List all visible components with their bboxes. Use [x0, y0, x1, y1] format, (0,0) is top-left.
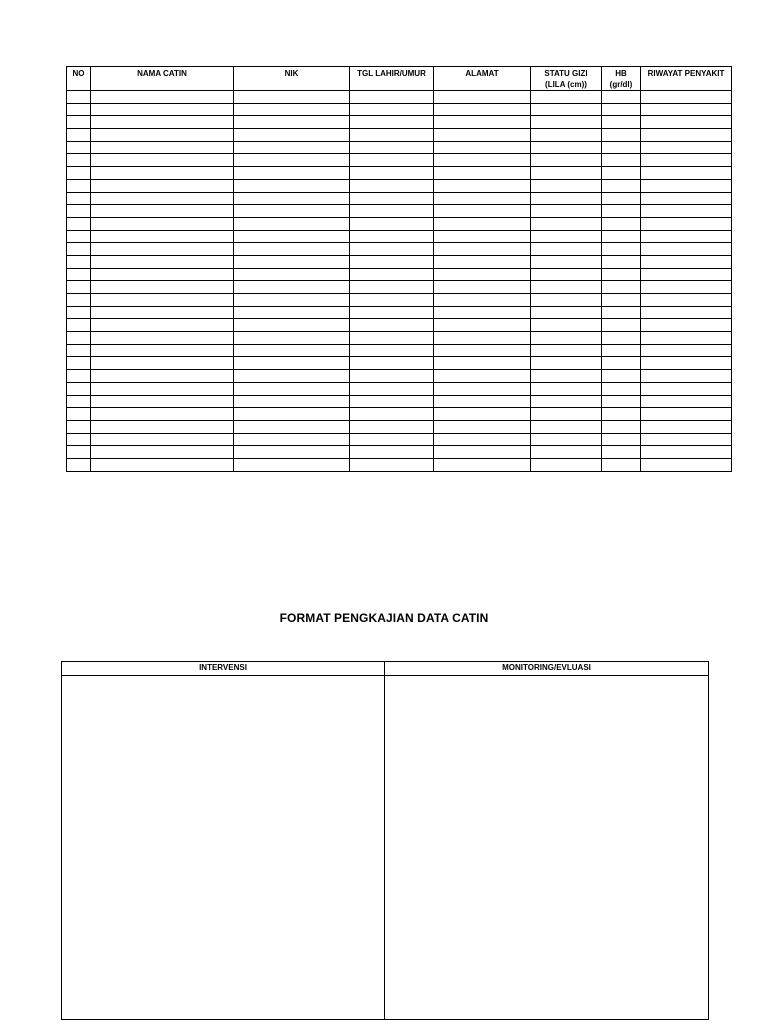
- table-cell[interactable]: [91, 179, 234, 192]
- intervention-monitoring-table: [61, 661, 709, 1020]
- table-cell[interactable]: [350, 243, 434, 256]
- table-cell[interactable]: [602, 382, 641, 395]
- table-cell[interactable]: [641, 205, 732, 218]
- header-status-gizi-sublabel: (LILA (cm)): [545, 80, 587, 89]
- table-row: [67, 116, 732, 129]
- table-cell[interactable]: [91, 420, 234, 433]
- table-cell[interactable]: [602, 281, 641, 294]
- header-alamat: [434, 67, 531, 91]
- table-cell[interactable]: [434, 294, 531, 307]
- table-cell[interactable]: [234, 370, 350, 383]
- monitoring-evaluasi-cell[interactable]: [385, 676, 709, 1020]
- header-tgl-lahir-umur-label: TGL LAHIR/UMUR: [357, 69, 426, 78]
- table-row: [67, 306, 732, 319]
- table-row: [67, 255, 732, 268]
- table-cell[interactable]: [91, 294, 234, 307]
- table-cell[interactable]: [350, 319, 434, 332]
- table-cell[interactable]: [641, 243, 732, 256]
- table-cell[interactable]: [350, 357, 434, 370]
- table-cell[interactable]: [434, 458, 531, 471]
- table-cell[interactable]: [234, 230, 350, 243]
- table-cell[interactable]: [91, 129, 234, 142]
- table-cell[interactable]: [602, 268, 641, 281]
- table-cell[interactable]: [641, 255, 732, 268]
- header-nama-catin-label: NAMA CATIN: [137, 69, 187, 78]
- table-cell[interactable]: [641, 332, 732, 345]
- table-cell[interactable]: [641, 230, 732, 243]
- header-no-label: NO: [72, 69, 85, 78]
- table-cell[interactable]: [234, 141, 350, 154]
- table-cell[interactable]: [91, 382, 234, 395]
- table-cell[interactable]: [350, 205, 434, 218]
- table-cell[interactable]: [641, 408, 732, 421]
- table-cell[interactable]: [234, 103, 350, 116]
- table-cell[interactable]: [531, 243, 602, 256]
- table-cell[interactable]: [434, 116, 531, 129]
- table-cell[interactable]: [602, 408, 641, 421]
- table-cell[interactable]: [67, 255, 91, 268]
- table-cell[interactable]: [91, 192, 234, 205]
- table-row: [67, 408, 732, 421]
- table-cell[interactable]: [350, 179, 434, 192]
- table-cell[interactable]: [234, 382, 350, 395]
- table-cell[interactable]: [434, 230, 531, 243]
- table-cell[interactable]: [67, 294, 91, 307]
- table-cell[interactable]: [531, 319, 602, 332]
- table-cell[interactable]: [234, 433, 350, 446]
- table-cell[interactable]: [602, 395, 641, 408]
- table-row: [67, 91, 732, 104]
- table-cell[interactable]: [91, 446, 234, 459]
- table-cell[interactable]: [641, 395, 732, 408]
- table-cell[interactable]: [641, 370, 732, 383]
- table-cell[interactable]: [350, 91, 434, 104]
- table-cell[interactable]: [602, 167, 641, 180]
- table-cell[interactable]: [67, 357, 91, 370]
- table-cell[interactable]: [641, 141, 732, 154]
- table-cell[interactable]: [531, 255, 602, 268]
- table-cell[interactable]: [602, 91, 641, 104]
- table-cell[interactable]: [91, 230, 234, 243]
- table-cell[interactable]: [434, 382, 531, 395]
- table-cell[interactable]: [350, 433, 434, 446]
- table-cell[interactable]: [67, 306, 91, 319]
- table-cell[interactable]: [602, 446, 641, 459]
- table-cell[interactable]: [350, 332, 434, 345]
- table-cell[interactable]: [531, 382, 602, 395]
- header-nik: [234, 67, 350, 91]
- table-cell[interactable]: [67, 154, 91, 167]
- table-cell[interactable]: [350, 395, 434, 408]
- table-cell[interactable]: [91, 458, 234, 471]
- table-cell[interactable]: [641, 433, 732, 446]
- table-cell[interactable]: [91, 154, 234, 167]
- table-cell[interactable]: [434, 141, 531, 154]
- table-cell[interactable]: [531, 154, 602, 167]
- table-cell[interactable]: [91, 395, 234, 408]
- table-cell[interactable]: [234, 357, 350, 370]
- table-cell[interactable]: [602, 217, 641, 230]
- table-cell[interactable]: [67, 91, 91, 104]
- table-cell[interactable]: [602, 319, 641, 332]
- table-row: [67, 382, 732, 395]
- table-cell[interactable]: [434, 129, 531, 142]
- table-cell[interactable]: [531, 408, 602, 421]
- table-cell[interactable]: [531, 357, 602, 370]
- table-cell[interactable]: [234, 192, 350, 205]
- table-row: [67, 433, 732, 446]
- table-cell[interactable]: [531, 281, 602, 294]
- table-cell[interactable]: [641, 446, 732, 459]
- table-cell[interactable]: [67, 395, 91, 408]
- table-cell[interactable]: [531, 395, 602, 408]
- table-cell[interactable]: [602, 370, 641, 383]
- table-cell[interactable]: [531, 370, 602, 383]
- table-cell[interactable]: [434, 446, 531, 459]
- intervensi-cell[interactable]: [62, 676, 385, 1020]
- table-cell[interactable]: [531, 420, 602, 433]
- table-cell[interactable]: [434, 332, 531, 345]
- table-cell[interactable]: [234, 306, 350, 319]
- table-cell[interactable]: [234, 154, 350, 167]
- table-cell[interactable]: [434, 420, 531, 433]
- table-row: [67, 141, 732, 154]
- table-cell[interactable]: [234, 332, 350, 345]
- table-cell[interactable]: [91, 103, 234, 116]
- table-cell[interactable]: [602, 179, 641, 192]
- table-cell[interactable]: [350, 255, 434, 268]
- table-row: [67, 446, 732, 459]
- table-cell[interactable]: [91, 205, 234, 218]
- table-cell[interactable]: [641, 154, 732, 167]
- table-cell[interactable]: [602, 255, 641, 268]
- table-cell[interactable]: [350, 167, 434, 180]
- table-cell[interactable]: [434, 344, 531, 357]
- table-cell[interactable]: [67, 179, 91, 192]
- table-row: [67, 129, 732, 142]
- table-cell[interactable]: [531, 103, 602, 116]
- table-cell[interactable]: [350, 129, 434, 142]
- table-cell[interactable]: [91, 116, 234, 129]
- table-cell[interactable]: [602, 116, 641, 129]
- table-cell[interactable]: [350, 116, 434, 129]
- header-hb-label: HB: [615, 69, 627, 78]
- table-cell[interactable]: [67, 205, 91, 218]
- table-cell[interactable]: [602, 154, 641, 167]
- table-cell[interactable]: [602, 141, 641, 154]
- table-cell[interactable]: [641, 281, 732, 294]
- table-cell[interactable]: [641, 268, 732, 281]
- table-cell[interactable]: [434, 205, 531, 218]
- table-cell[interactable]: [602, 420, 641, 433]
- table-cell[interactable]: [234, 319, 350, 332]
- table-cell[interactable]: [350, 154, 434, 167]
- table-cell[interactable]: [531, 294, 602, 307]
- table-cell[interactable]: [602, 344, 641, 357]
- page-title: FORMAT PENGKAJIAN DATA CATIN: [279, 611, 489, 625]
- table-cell[interactable]: [531, 268, 602, 281]
- intervention-header-row: [62, 662, 709, 676]
- table-cell[interactable]: [67, 192, 91, 205]
- table-cell[interactable]: [434, 243, 531, 256]
- table-row: [67, 294, 732, 307]
- table-cell[interactable]: [234, 116, 350, 129]
- table-cell[interactable]: [67, 230, 91, 243]
- table-cell[interactable]: [234, 294, 350, 307]
- table-cell[interactable]: [531, 179, 602, 192]
- table-cell[interactable]: [641, 103, 732, 116]
- table-cell[interactable]: [602, 192, 641, 205]
- table-cell[interactable]: [234, 167, 350, 180]
- table-cell[interactable]: [67, 458, 91, 471]
- table-cell[interactable]: [350, 230, 434, 243]
- table-cell[interactable]: [67, 319, 91, 332]
- table-cell[interactable]: [350, 268, 434, 281]
- table-cell[interactable]: [234, 344, 350, 357]
- table-cell[interactable]: [434, 255, 531, 268]
- table-cell[interactable]: [67, 281, 91, 294]
- table-cell[interactable]: [434, 408, 531, 421]
- table-cell[interactable]: [531, 458, 602, 471]
- table-cell[interactable]: [531, 332, 602, 345]
- table-cell[interactable]: [531, 344, 602, 357]
- table-cell[interactable]: [641, 319, 732, 332]
- table-cell[interactable]: [91, 332, 234, 345]
- header-status-gizi: [531, 67, 602, 91]
- table-cell[interactable]: [350, 344, 434, 357]
- table-cell[interactable]: [434, 91, 531, 104]
- header-riwayat-penyakit: [641, 67, 732, 91]
- table-cell[interactable]: [531, 192, 602, 205]
- table-cell[interactable]: [91, 243, 234, 256]
- table-cell[interactable]: [434, 154, 531, 167]
- table-cell[interactable]: [67, 446, 91, 459]
- table-cell[interactable]: [67, 420, 91, 433]
- table-cell[interactable]: [350, 141, 434, 154]
- table-cell[interactable]: [234, 255, 350, 268]
- table-cell[interactable]: [91, 141, 234, 154]
- table-cell[interactable]: [67, 344, 91, 357]
- table-cell[interactable]: [350, 217, 434, 230]
- table-cell[interactable]: [531, 167, 602, 180]
- table-cell[interactable]: [234, 281, 350, 294]
- table-cell[interactable]: [641, 192, 732, 205]
- table-cell[interactable]: [641, 458, 732, 471]
- table-row: [67, 370, 732, 383]
- table-cell[interactable]: [641, 420, 732, 433]
- table-cell[interactable]: [641, 167, 732, 180]
- table-header-row: [67, 67, 732, 91]
- table-cell[interactable]: [234, 91, 350, 104]
- table-cell[interactable]: [67, 129, 91, 142]
- table-cell[interactable]: [350, 446, 434, 459]
- table-cell[interactable]: [602, 433, 641, 446]
- table-cell[interactable]: [434, 319, 531, 332]
- table-cell[interactable]: [641, 382, 732, 395]
- table-row: [67, 458, 732, 471]
- table-cell[interactable]: [67, 243, 91, 256]
- table-body: [67, 91, 732, 472]
- table-cell[interactable]: [434, 395, 531, 408]
- table-cell[interactable]: [234, 395, 350, 408]
- table-cell[interactable]: [91, 370, 234, 383]
- table-row: [67, 230, 732, 243]
- table-cell[interactable]: [67, 433, 91, 446]
- table-cell[interactable]: [531, 205, 602, 218]
- table-cell[interactable]: [641, 344, 732, 357]
- table-cell[interactable]: [234, 179, 350, 192]
- table-cell[interactable]: [91, 217, 234, 230]
- table-cell[interactable]: [434, 433, 531, 446]
- table-cell[interactable]: [91, 344, 234, 357]
- table-row: [67, 344, 732, 357]
- table-cell[interactable]: [434, 268, 531, 281]
- table-row: [67, 268, 732, 281]
- table-cell[interactable]: [434, 192, 531, 205]
- table-row: [67, 217, 732, 230]
- table-row: [67, 192, 732, 205]
- table-cell[interactable]: [234, 205, 350, 218]
- table-cell[interactable]: [602, 205, 641, 218]
- header-hb-sublabel: (gr/dl): [609, 80, 633, 89]
- table-cell[interactable]: [234, 217, 350, 230]
- table-cell[interactable]: [67, 116, 91, 129]
- table-cell[interactable]: [434, 167, 531, 180]
- table-cell[interactable]: [641, 179, 732, 192]
- table-cell[interactable]: [434, 306, 531, 319]
- table-cell[interactable]: [531, 230, 602, 243]
- table-cell[interactable]: [67, 103, 91, 116]
- table-cell[interactable]: [434, 357, 531, 370]
- table-row: [67, 205, 732, 218]
- table-row: [67, 332, 732, 345]
- table-cell[interactable]: [350, 408, 434, 421]
- header-nama-catin: [91, 67, 234, 91]
- table-cell[interactable]: [350, 370, 434, 383]
- table-cell[interactable]: [531, 91, 602, 104]
- table-cell[interactable]: [350, 458, 434, 471]
- header-status-gizi-label: STATU GIZI: [544, 69, 588, 78]
- table-row: [67, 395, 732, 408]
- table-cell[interactable]: [641, 116, 732, 129]
- table-cell[interactable]: [91, 281, 234, 294]
- table-cell[interactable]: [234, 420, 350, 433]
- table-cell[interactable]: [602, 103, 641, 116]
- table-cell[interactable]: [531, 141, 602, 154]
- table-cell[interactable]: [91, 91, 234, 104]
- table-row: [67, 357, 732, 370]
- table-cell[interactable]: [91, 306, 234, 319]
- table-cell[interactable]: [67, 167, 91, 180]
- table-row: [67, 154, 732, 167]
- table-cell[interactable]: [67, 382, 91, 395]
- table-cell[interactable]: [350, 382, 434, 395]
- table-cell[interactable]: [91, 319, 234, 332]
- table-cell[interactable]: [91, 408, 234, 421]
- table-cell[interactable]: [350, 192, 434, 205]
- table-cell[interactable]: [531, 306, 602, 319]
- table-cell[interactable]: [531, 116, 602, 129]
- catin-data-table: [66, 66, 732, 472]
- table-row: [67, 420, 732, 433]
- table-cell[interactable]: [234, 243, 350, 256]
- table-row: [67, 281, 732, 294]
- table-cell[interactable]: [602, 357, 641, 370]
- table-cell[interactable]: [67, 268, 91, 281]
- table-cell[interactable]: [602, 243, 641, 256]
- table-cell[interactable]: [602, 458, 641, 471]
- table-cell[interactable]: [234, 129, 350, 142]
- table-cell[interactable]: [531, 433, 602, 446]
- table-cell[interactable]: [234, 458, 350, 471]
- table-row: [67, 243, 732, 256]
- intervention-body-row: [62, 676, 709, 1020]
- table-cell[interactable]: [67, 141, 91, 154]
- table-cell[interactable]: [602, 129, 641, 142]
- table-cell[interactable]: [91, 167, 234, 180]
- table-cell[interactable]: [350, 420, 434, 433]
- table-cell[interactable]: [350, 294, 434, 307]
- table-cell[interactable]: [641, 306, 732, 319]
- table-cell[interactable]: [434, 103, 531, 116]
- table-cell[interactable]: [531, 217, 602, 230]
- table-cell[interactable]: [531, 446, 602, 459]
- table-cell[interactable]: [350, 306, 434, 319]
- table-cell[interactable]: [602, 306, 641, 319]
- table-cell[interactable]: [434, 179, 531, 192]
- header-alamat-label: ALAMAT: [465, 69, 499, 78]
- table-row: [67, 179, 732, 192]
- table-cell[interactable]: [602, 294, 641, 307]
- table-cell[interactable]: [234, 268, 350, 281]
- table-cell[interactable]: [641, 294, 732, 307]
- table-cell[interactable]: [91, 268, 234, 281]
- table-cell[interactable]: [641, 129, 732, 142]
- table-cell[interactable]: [234, 408, 350, 421]
- table-cell[interactable]: [641, 357, 732, 370]
- header-monitoring-evaluasi: MONITORING/EVLUASI: [385, 662, 709, 676]
- table-cell[interactable]: [91, 255, 234, 268]
- header-intervensi: INTERVENSI: [62, 662, 385, 676]
- header-tgl-lahir-umur: [350, 67, 434, 91]
- header-no: [67, 67, 91, 91]
- table-cell[interactable]: [434, 281, 531, 294]
- table-cell[interactable]: [67, 217, 91, 230]
- table-cell[interactable]: [350, 281, 434, 294]
- table-row: [67, 319, 732, 332]
- table-cell[interactable]: [602, 332, 641, 345]
- table-cell[interactable]: [434, 370, 531, 383]
- table-cell[interactable]: [531, 129, 602, 142]
- table-cell[interactable]: [434, 217, 531, 230]
- table-cell[interactable]: [91, 433, 234, 446]
- table-cell[interactable]: [234, 446, 350, 459]
- table-cell[interactable]: [91, 357, 234, 370]
- header-nik-label: NIK: [284, 69, 299, 78]
- table-cell[interactable]: [67, 408, 91, 421]
- table-cell[interactable]: [67, 332, 91, 345]
- table-cell[interactable]: [67, 370, 91, 383]
- header-hb: [602, 67, 641, 91]
- table-cell[interactable]: [602, 230, 641, 243]
- table-cell[interactable]: [641, 217, 732, 230]
- table-cell[interactable]: [350, 103, 434, 116]
- header-riwayat-penyakit-label: RIWAYAT PENYAKIT: [647, 69, 725, 78]
- table-row: [67, 167, 732, 180]
- table-cell[interactable]: [641, 91, 732, 104]
- table-row: [67, 103, 732, 116]
